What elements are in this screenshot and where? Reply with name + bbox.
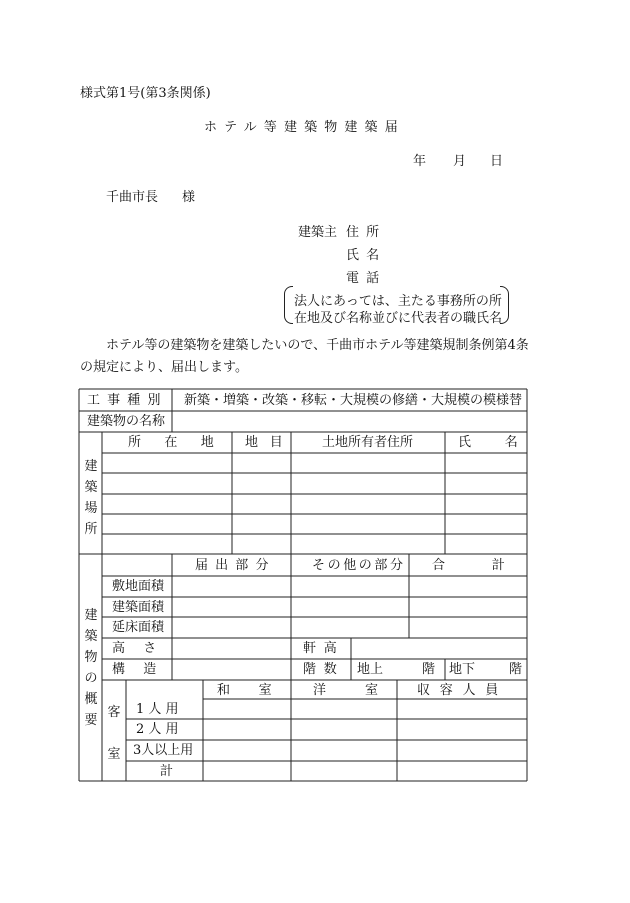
col-owner-address: 土地所有者住所 [322, 435, 414, 450]
col-western-room: 洋室 [313, 683, 418, 698]
overview-side-label [82, 605, 100, 731]
row-floor-area: 延床面積 [112, 620, 165, 635]
date-year: 年 [413, 154, 427, 169]
site-side-char-2: 築 [84, 480, 98, 495]
applicant-name-label: 氏名 [346, 248, 387, 263]
col-owner-name: 氏名 [458, 435, 552, 450]
corporate-note-line2: 在地及び名称並びに代表者の職氏名 [294, 311, 503, 326]
row-building-area: 建築面積 [112, 600, 165, 615]
body-text-line1: ホテル等の建築物を建築したいので、千曲市ホテル等建築規制条例第4条 [106, 338, 529, 353]
col-japanese-room: 和室 [217, 683, 301, 698]
rooms-side-char-2: 室 [107, 747, 121, 762]
overview-side-char-3: 物 [84, 650, 98, 665]
floors-below-unit: 階 [509, 662, 523, 677]
room-single: 1 人 用 [136, 702, 179, 717]
col-other-part: その他の部分 [312, 558, 406, 573]
addressee-honorific: 様 [182, 190, 196, 205]
col-location: 所在地 [128, 435, 238, 450]
row-structure: 構造 [112, 662, 175, 677]
col-total: 合計 [432, 558, 552, 573]
overview-side-char-5: 概 [84, 692, 98, 707]
overview-side-char-4: の [84, 671, 98, 686]
applicant-address-label: 住所 [346, 225, 387, 240]
construction-type-label: 工事種別 [87, 393, 168, 408]
addressee-city: 千曲市長 [106, 190, 159, 205]
overview-side-char-2: 築 [84, 629, 98, 644]
rooms-side-spacer [104, 723, 124, 744]
row-eaves-height: 軒高 [303, 641, 345, 656]
row-height: 高さ [112, 641, 175, 656]
floors-above-unit: 階 [422, 662, 436, 677]
room-triple: 3人以上用 [133, 743, 194, 758]
form-number: 様式第1号(第3条関係) [80, 86, 211, 101]
building-name-label: 建築物の名称 [87, 414, 166, 429]
site-side-char-1: 建 [84, 459, 98, 474]
body-text-line2: の規定により、届出します。 [80, 360, 248, 375]
rooms-side-char-1: 客 [107, 705, 121, 720]
site-side-char-4: 所 [84, 522, 98, 537]
floors-below-label: 地下 [449, 662, 476, 677]
col-capacity: 収容人員 [417, 683, 509, 698]
col-reported-part: 届出部分 [195, 558, 276, 573]
rooms-side-label [104, 702, 124, 765]
construction-type-options: 新築・増築・改築・移転・大規模の修繕・大規模の模様替 [184, 393, 523, 408]
overview-side-char-1: 建 [84, 608, 98, 623]
applicant-phone-label: 電話 [346, 271, 387, 286]
site-side-char-3: 場 [84, 501, 98, 516]
applicant-role-label: 建築主 [298, 225, 338, 240]
date-day: 日 [490, 154, 504, 169]
floors-above-label: 地上 [357, 662, 384, 677]
room-total: 計 [160, 764, 174, 779]
overview-side-char-6: 要 [84, 713, 98, 728]
row-site-area: 敷地面積 [112, 579, 165, 594]
site-side-label [82, 456, 100, 540]
corporate-note-line1: 法人にあっては、主たる事務所の所 [294, 294, 502, 309]
col-land-category: 地目 [245, 435, 295, 450]
row-floors: 階数 [303, 662, 345, 677]
document-title: ホテル等建築物建築届 [204, 120, 405, 135]
date-month: 月 [453, 154, 467, 169]
room-double: 2 人 用 [136, 722, 179, 737]
